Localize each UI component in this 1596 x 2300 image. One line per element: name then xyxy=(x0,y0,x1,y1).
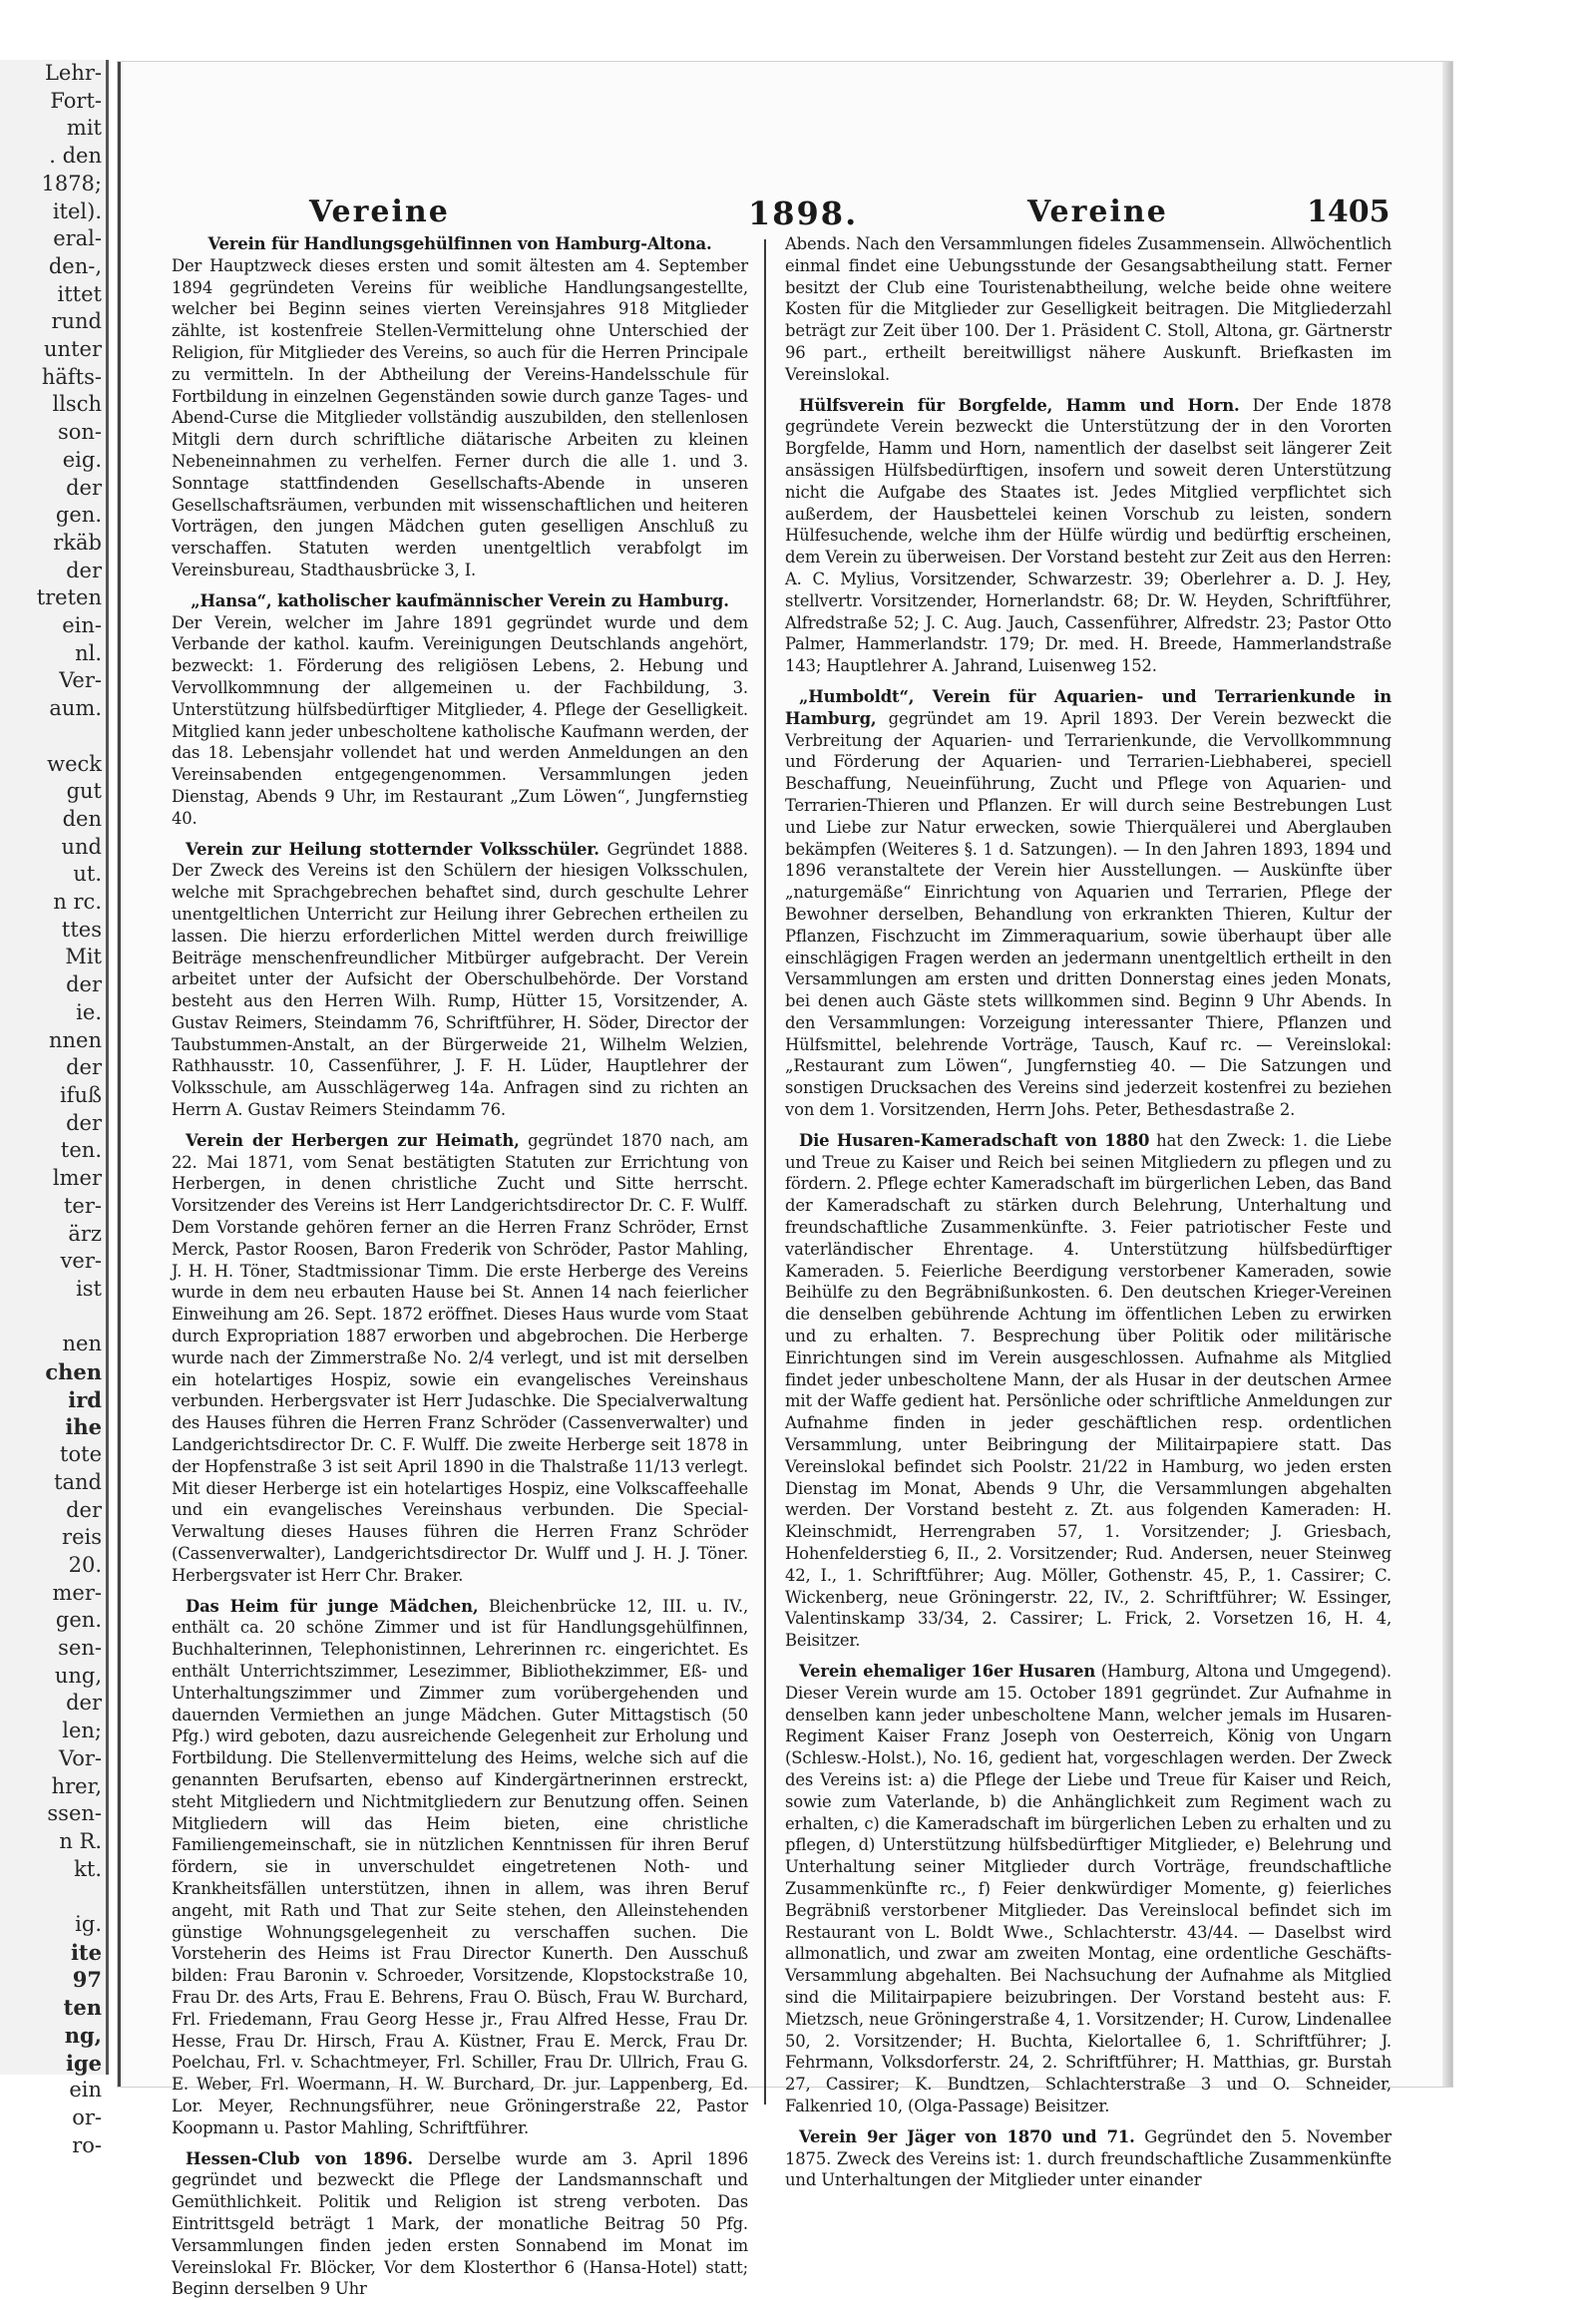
previous-page-fragment: Ver- xyxy=(59,668,102,693)
previous-page-fragment: ten xyxy=(63,1995,102,2021)
entry-title: Verein der Herbergen zur Heimath, xyxy=(186,1130,520,1150)
entry-text: Bleichenbrücke 12, III. u. IV., enthält ca. 20 schöne Zimmer und ist für Handlungsgehülfinnen, Buchhalterinnen, Telephonistinnen, Lehrerinnen rc. eingerichtet. Es enthält Unterrichtszimmer, Lesezimmer, Bibliothekzimmer, Eß- und Unterhaltungszimmer und Zimmer zum vorübergehenden und dauernden Vermiethen an junge Mädchen. Guter Mittagstisch (50 Pfg.) wird geboten, dazu ausreichende Gelegenheit zur Erholung und Fortbildung. Die Stellenvermittelung des Heims, welche sich auf die genannten Berufsarten, ebenso auf Kindergärtnerinnen erstreckt, steht Mitgliedern und Nichtmitgliedern zur Benutzung offen. Seinen Mitgliedern will das Heim bieten, eine christliche Familiengemeinschaft, sie in nützlichen Kenntnissen für ihren Beruf fördern, sie in unverschuldet eingetretenen Noth- und Krankheitsfällen unterstützen, ihnen in allem, was ihren Beruf angeht, mit Rath und That zur Seite stehen, den Alleinstehenden günstige Wohnungsgelegenheit zu verschaffen suchen. Die Vorsteherin des Heims ist Frau Director Kunerth. Den Ausschuß bilden: Frau Baronin v. Schroeder, Vorsitzende, Klopstockstraße 10, Frau Dr. des Arts, Frau E. Behrens, Frau O. Büsch, Frau W. Burchard, Frl. Friedemann, Frau Georg Hesse jr., Frau Alfred Hesse, Frau Dr. Hesse, Frau Dr. Hirsch, Frau A. Küstner, Frau E. Merck, Frau Dr. Poelchau, Frl. v. Schachtmeyer, Frl. Schiller, Frau Dr. Ullrich, Frau G. E. Weber, Frl. Woermann, H. W. Burchard, Dr. jur. Lappenberg, Ed. Lor. Meyer, Rechnungsführer, neue Gröningerstraße 22, Pastor Koopmann u. Pastor Mahling, Schriftführer. xyxy=(172,1596,749,2137)
previous-page-fragment: der xyxy=(66,475,102,500)
previous-page-fragment: itel). xyxy=(52,198,102,223)
previous-page-fragment: ssen- xyxy=(47,1801,102,1826)
fragment-gap xyxy=(0,1883,106,1911)
entry-text: Gegründet 1888. Der Zweck des Vereins ist den Schülern der hiesigen Volksschulen, welche mit Sprachgebrechen behaftet sind, durch geschulte Lehrer unentgeltlichen Unterricht zur Heilung ihrer Gebrechen ertheilen zu lassen. Die hierzu erforderlichen Mittel werden durch freiwillige Beiträge menschenfreundlicher Mitbürger aufgebracht. Der Verein arbeitet unter der Aufsicht der Oberschulbehörde. Der Vorstand besteht aus den Herren Wilh. Rump, Hütter 15, Vorsitzender, A. Gustav Reimers, Steindamm 76, Schriftführer, H. Söder, Director der Taubstummen-Anstalt, an der Bürgerweide 21, Wilhelm Welzien, Rathhausstr. 10, Cassenführer, J. F. H. Lüder, Hauptlehrer der Volksschule, am Ausschlägerweg 14a. Anfragen sind zu richten an Herrn A. Gustav Reimers Steindamm 76. xyxy=(172,839,748,1120)
entry-text: Gegründet den 5. November 1875. Zweck des Vereins ist: 1. durch freundschaftliche Zusammenkünfte und Unterhaltungen der Mitglieder unter einander xyxy=(785,2126,1392,2190)
previous-page-fragment: 1878; xyxy=(41,171,102,195)
previous-page-fragment: 20. xyxy=(68,1552,102,1577)
entry-humboldt xyxy=(785,686,1392,1121)
previous-page-fragment: der xyxy=(66,558,102,582)
previous-page-fragment: lmer xyxy=(52,1166,102,1191)
previous-page-fragment: ro- xyxy=(72,2132,102,2157)
entry-text: hat den Zweck: 1. die Liebe und Treue zu Kaiser und Reich bei seinen Mitgliedern zu pflegen und zu fördern. 2. Pflege echter Kameradschaft im bürgerlichen Leben, das Band der Kameradschaft zu stärken durch Belehrung, Unterhaltung und freundschaftliche Zusammenkünfte. 3. Feier patriotischer Feste und vaterländischer Ehrentage. 4. Unterstützung hülfsbedürftiger Kameraden. 5. Feierliche Beerdigung verstorbener Kameraden, sowie Beihülfe zu den Begräbnißunkosten. 6. Den deutschen Krieger-Vereinen die denselben gebührende Achtung im öffentlichen Leben zu erwirken und zu erhalten. 7. Besprechung über Politik oder militärische Einrichtungen sind im Verein ausgeschlossen. Aufnahme als Mitglied findet jeder unbescholtene Mann, der als Husar in der deutschen Armee mit der Waffe gedient hat. Persönliche oder schriftliche Anmeldungen zur Aufnahme finden in jeder geschäftlichen resp. ordentlichen Versammlung, unter Beibringung der Militairpapiere statt. Das Vereinslokal befindet sich Poolstr. 21/22 in Hamburg, wo jeden ersten Dienstag im Monat, Abends 9 Uhr, die Versammlungen abgehalten werden. Der Vorstand besteht z. Zt. aus folgenden Kameraden: H. Kleinschmidt, Herrengraben 57, 1. Vorsitzender; J. Griesbach, Hohenfelderstieg 6, II., 2. Vorsitzender; Rud. Andersen, neuer Steinweg 42, I., 1. Schriftführer; Aug. Möller, Gothenstr. 45, P., 1. Cassirer; C. Wickenberg, neue Gröningerstr. 22, IV., 2. Schriftführer; W. Essinger, Valentinskamp 33/34, 2. Cassirer; L. Frick, 2. Vorsetzen 16, H. 4, Beisitzer. xyxy=(785,1130,1393,1651)
previous-page-fragment: ite xyxy=(70,1939,102,1965)
entry-title: Verein 9er Jäger von 1870 und 71. xyxy=(799,2126,1135,2146)
previous-page-fragment: nen xyxy=(62,1332,102,1356)
previous-page-fragment: llsch xyxy=(52,392,102,417)
entry-title: Verein zur Heilung stotternder Volksschüler. xyxy=(186,839,599,859)
running-head-left: Vereine xyxy=(309,194,450,229)
entry-title: Verein ehemaliger 16er Husaren xyxy=(799,1662,1096,1681)
previous-page-fragment: ig. xyxy=(75,1912,102,1937)
previous-page-fragment: Vor- xyxy=(58,1745,102,1770)
entry-heim-fuer-junge-maedchen xyxy=(172,1596,748,2139)
previous-page-fragment: ist xyxy=(76,1276,102,1301)
entry-title: Hessen-Club von 1896. xyxy=(186,2148,413,2168)
previous-page-fragment: gen. xyxy=(55,1608,102,1633)
running-head-right: Vereine xyxy=(1027,194,1168,229)
fragment-gap xyxy=(0,723,106,751)
previous-page-fragment: ut. xyxy=(73,862,102,887)
previous-page-fragment: weck xyxy=(47,751,102,776)
previous-page-fragment: gut xyxy=(66,779,102,804)
column-divider xyxy=(764,239,766,2105)
previous-page-fragment: treten xyxy=(36,585,102,610)
entry-text: Derselbe wurde am 3. April 1896 gegründet und bezweckt die Pflege der Landsmannschaft und Gemüthlichkeit. Politik und Religion ist streng verboten. Das Eintrittsgeld beträgt 1 Mark, der monatliche Beitrag 50 Pfg. Versammlungen finden jeden ersten Sonnabend im Monat im Vereinslokal Fr. Blöcker, Vor dem Klosterthor 6 (Hansa-Hotel) statt; Beginn derselben 9 Uhr xyxy=(172,2148,748,2299)
previous-page-fragment: chen xyxy=(45,1359,102,1385)
previous-page-fragment: rkäb xyxy=(53,530,102,555)
previous-page-fragment: den-, xyxy=(48,253,102,278)
previous-page-fragment: len; xyxy=(62,1719,102,1743)
entry-handlungsgehuelfinnen xyxy=(172,233,748,581)
previous-page-fragment: ihe xyxy=(65,1414,102,1440)
previous-page-fragment: und xyxy=(61,834,102,859)
running-head-year: 1898. xyxy=(748,194,859,232)
previous-page-fragment: ttes xyxy=(61,917,102,942)
previous-page-fragment: ter- xyxy=(63,1193,102,1218)
previous-page-fragment: or- xyxy=(72,2105,102,2129)
entry-text: Abends. Nach den Versammlungen fideles Zusammensein. Allwöchentlich einmal findet eine Uebungsstunde der Gesangsabtheilung statt. Ferner besitzt der Club eine Touristenabtheilung, welche beide ohne weitere Kosten für die Mitglieder zur Geselligkeit beitragen. Die Mitgliederzahl beträgt zur Zeit über 100. Der 1. Präsident C. Stoll, Altona, gr. Gärtnerstr 96 part., ertheilt bereitwilligst nähere Auskunft. Briefkasten im Vereinslokal. xyxy=(785,234,1392,384)
entry-text: Der Verein, welcher im Jahre 1891 gegründet wurde und dem Verbande der kathol. kaufm. Vereinigungen Deutschlands angehört, bezweckt: 1. Förderung des religiösen Lebens, 2. Hebung und Vervollkommnung der allgemeinen u. der Fachbildung, 3. Unterstützung hülfsbedürftiger Mitglieder, 4. Pflege der Geselligkeit. Mitglied kann jeder unbescholtene katholische Kaufmann werden, der das 18. Lebensjahr vollendet hat und werden Anmeldungen an den Vereinsabenden entgegengenommen. Versammlungen jeden Dienstag, Abends 9 Uhr, im Restaurant „Zum Löwen“, Jungfernstieg 40. xyxy=(172,612,748,828)
entry-huelfsverein-borgfelde xyxy=(785,395,1392,677)
entry-hessen-club-continued xyxy=(785,233,1392,386)
previous-page-fragment: tote xyxy=(60,1442,102,1467)
previous-page-fragment: eig. xyxy=(62,447,102,472)
previous-page-edge xyxy=(0,60,109,2157)
previous-page-fragment: ung, xyxy=(54,1663,102,1688)
previous-page-fragment: reis xyxy=(62,1525,102,1550)
previous-page-fragment: hrer, xyxy=(51,1773,102,1798)
previous-page-fragment: mer- xyxy=(52,1580,102,1605)
entry-text: gegründet 1870 nach, am 22. Mai 1871, vom Senat bestätigten Statuten zur Errichtung von Herbergen, in denen christliche Zucht und Sitte herrscht. Vorsitzender des Vereins ist Herr Landgerichtsdirector Dr. C. F. Wulff. Dem Vorstande gehören ferner an die Herren Franz Schröder, Ernst Merck, Pastor Roosen, Baron Frederik von Schröder, Pastor Mahling, J. H. H. Töner, Stadtmissionar Timm. Die erste Herberge des Vereins wurde in dem neu erbauten Hause bei St. Annen 14 nach feierlicher Einweihung am 26. Sept. 1872 eröffnet. Dieses Haus wurde vom Staat durch Expropriation 1887 erworben und abgebrochen. Die Herberge wurde nach der Zimmerstraße No. 2/4 verlegt, und ist mit derselben ein hotelartiges Hospiz, sowie ein evangelisches Vereinshaus verbunden. Herbergsvater ist Herr Judaschke. Die Specialverwaltung des Hauses führen die Herren Franz Schröder (Cassenverwalter) und Landgerichtsdirector Dr. C. F. Wulff. Die zweite Herberge seit 1878 in der Hopfenstraße 3 ist seit April 1890 in die Thalstraße 11/13 verlegt. Mit dieser Herberge ist ein hotelartiges Hospiz, eine Volkscaffeehalle und ein evangelisches Vereinshaus verbunden. Die Special-Verwaltung dieses Hauses führen die Herren Franz Schröder (Cassenverwalter), Landgerichtsdirector Dr. Wulff und J. H. J. Töner. Herbergsvater ist Herr Chr. Braker. xyxy=(172,1130,748,1585)
previous-page-fragment: . den xyxy=(49,144,102,169)
previous-page-fragment: der xyxy=(66,1497,102,1522)
entry-title: Hülfsverein für Borgfelde, Hamm und Horn. xyxy=(799,395,1240,415)
previous-page-fragment: unter xyxy=(44,337,102,362)
previous-page-fragment: mit xyxy=(66,116,102,141)
previous-page-fragment: ein xyxy=(69,2078,102,2103)
previous-page-fragment: eral- xyxy=(53,226,102,251)
previous-page-fragment: ver- xyxy=(60,1249,102,1274)
previous-page-fragment: ige xyxy=(65,2050,102,2076)
entry-title: Die Husaren-Kameradschaft von 1880 xyxy=(799,1130,1150,1150)
previous-page-fragment: aum. xyxy=(49,696,102,721)
previous-page-fragment: ie. xyxy=(76,999,102,1024)
previous-page-fragment: den xyxy=(62,806,102,831)
previous-page-fragment: ittet xyxy=(57,281,102,306)
page-edge-shadow xyxy=(1442,62,1452,2087)
right-column xyxy=(785,233,1393,2190)
previous-page-fragment: Lehr- xyxy=(44,61,102,85)
previous-page-fragment: der xyxy=(66,1110,102,1135)
previous-page-fragment: der xyxy=(66,1691,102,1716)
running-head xyxy=(309,194,1391,234)
previous-page-fragment: ng, xyxy=(64,2022,102,2048)
previous-page-fragment: gen. xyxy=(55,503,102,528)
entry-stotternde-volksschueler xyxy=(172,839,748,1121)
fragment-gap xyxy=(0,1304,106,1332)
left-column xyxy=(172,233,749,2299)
previous-page-fragment: Fort- xyxy=(50,88,102,113)
previous-page-fragment: nl. xyxy=(75,640,102,665)
previous-page-fragment: sen- xyxy=(58,1636,102,1661)
previous-page-fragment: ein- xyxy=(62,613,102,638)
previous-page-fragment: tand xyxy=(54,1469,102,1494)
entry-hansa xyxy=(172,590,748,830)
entry-title: Verein für Handlungsgehülfinnen von Hamburg-Altona. xyxy=(207,234,712,253)
previous-page-fragment: häfts- xyxy=(41,364,102,389)
previous-page-fragment: der xyxy=(66,972,102,997)
previous-page-fragment: son- xyxy=(57,420,102,445)
previous-page-fragment: ten. xyxy=(60,1138,102,1163)
previous-page-fragment: ird xyxy=(68,1386,102,1412)
previous-page-fragment: ifuß xyxy=(59,1083,102,1107)
previous-page-fragment: rund xyxy=(51,309,102,334)
entry-title: „Hansa“, katholischer kaufmännischer Verein zu Hamburg. xyxy=(191,590,729,610)
entry-husaren-kameradschaft xyxy=(785,1130,1392,1652)
entry-text: Der Hauptzweck dieses ersten und somit ältesten am 4. September 1894 gegründeten Vereins für weibliche Handlungsangestellte, welcher bei Beginn seines vierten Vereinsjahres 918 Mitglieder zählte, ist kostenfreie Stellen-Vermittelung ohne Unterschied der Religion, für Mitglieder des Vereins, so auch für die Herren Principale zu vermitteln. In der Abtheilung der Vereins-Handelsschule für Fortbildung in einzelnen Gegenständen sowie durch ganze Tages- und Abend-Curse die Mitglieder vollständig auszubilden, den stellenlosen Mitgli dern durch schriftliche diätarische Arbeiten zu kleinen Nebeneinnahmen zu verhelfen. Ferner durch die alle 1. und 3. Sonntage stattfindenden Gesellschafts-Abende in unseren Gesellschaftsräumen, verbunden mit wissenschaftlichen und heiteren Vorträgen, den jungen Mädchen guten geselligen Anschluß zu verschaffen. Statuten werden unentgeltlich verabfolgt im Vereinsbureau, Stadthausbrücke 3, I. xyxy=(172,255,748,579)
previous-page-fragment: n R. xyxy=(59,1828,102,1853)
previous-page-fragment: der xyxy=(66,1055,102,1080)
entry-text: Der Ende 1878 gegründete Verein bezweckt die Unterstützung der in den Vororten Borgfelde, Hamm und Horn, namentlich der daselbst seit längerer Zeit ansässigen Hülfsbedürftigen, insofern und soweit deren Unterstützung nicht die Aufgabe des Staates ist. Jedes Mitglied verpflichtet sich außerdem, der Hausbettelei keinen Vorschub zu leisten, sondern Hülfesuchende, welche ihm der Hülfe würdig und bedürftig erscheinen, dem Verein zu überweisen. Der Vorstand besteht zur Zeit aus den Herren: A. C. Mylius, Vorsitzender, Schwarzestr. 39; Oberlehrer a. D. J. Hey, stellvertr. Vorsitzender, Hornerlandstr. 68; Dr. W. Heyden, Schriftführer, Alfredstraße 52; J. C. Aug. Jauch, Cassenführer, Alfredstr. 23; Pastor Otto Palmer, Hammerlandstr. 179; Dr. med. H. Breede, Hammerlandstraße 143; Hauptlehrer A. Jahrand, Luisenweg 152. xyxy=(785,395,1393,676)
entry-herbergen-zur-heimath xyxy=(172,1130,748,1587)
entry-16er-husaren xyxy=(785,1661,1392,2117)
previous-page-fragment: n rc. xyxy=(53,890,102,915)
entry-text: gegründet am 19. April 1893. Der Verein bezweckt die Verbreitung der Aquarien- und Terrarienkunde, die Vervollkommnung und Förderung der Aquarien- und Terrarien-Liebhaberei, speciell Beschaffung, Neueinführung, Zucht und Pflege von Aquarien- und Terrarien-Thieren und Pflanzen. Er will durch seine Bestrebungen Lust und Liebe zur Natur erwecken, sowie Thierquälerei und Aberglauben bekämpfen (Weiteres §. 1 d. Satzungen). — In den Jahren 1893, 1894 und 1896 veranstaltete der Verein hier Ausstellungen. — Auskünfte über „naturgemäße“ Einrichtung von Aquarien und Terrarien, Pflege der Bewohner derselben, Behandlung von erkrankten Thieren, Kultur der Pflanzen, Fischzucht im Zimmeraquarium, sowie überhaupt über alle einschlägigen Fragen werden an jedermann unentgeltlich ertheilt in den Versammlungen am ersten und dritten Donnerstag eines jeden Monats, bei denen auch Gäste stets willkommen sind. Beginn 9 Uhr Abends. In den Versammlungen: Vorzeigung interessanter Thiere, Pflanzen und Hülfsmittel, belehrende Vorträge, Tausch, Kauf rc. — Vereinslokal: „Restaurant zum Löwen“, Jungfernstieg 40. — Die Satzungen und sonstigen Drucksachen des Vereins sind jederzeit kostenfrei zu beziehen von dem 1. Vorsitzenden, Herrn Johs. Peter, Bethesdastraße 2. xyxy=(785,708,1392,1120)
entry-9er-jaeger xyxy=(785,2126,1392,2191)
entry-text: (Hamburg, Altona und Umgegend). Dieser Verein wurde am 15. October 1891 gegründet. Zur Aufnahme in denselben kann jeder unbescholtene Mann, welcher jemals im Husaren-Regiment Kaiser Franz Joseph von Oesterreich, König von Ungarn (Schlesw.-Holst.), No. 16, gedient hat, vorgeschlagen werden. Der Zweck des Vereins ist: a) die Pflege der Liebe und Treue für Kaiser und Reich, sowie zum Vaterlande, b) die Anhänglichkeit zum Regiment wach zu erhalten, c) die Kameradschaft im bürgerlichen Leben zu erhalten und zu pflegen, d) Unterstützung hülfsbedürftiger Mitglieder, e) Belehrung und Unterhaltung seiner Mitglieder durch Vorträge, freundschaftliche Zusammenkünfte rc., f) Feier denkwürdiger Momente, g) feierliches Begräbniß verstorbener Mitglieder. Das Vereinslocal befindet sich im Restaurant von L. Boldt Wwe., Schlachterstr. 43/44. — Daselbst wird allmonatlich, und zwar am zweiten Montag, eine ordentliche Geschäfts-Versammlung abgehalten. Bei Nachsuchung der Aufnahme als Mitglied sind die Militairpapiere beizubringen. Der Vorstand besteht aus: F. Mietzsch, neue Gröningerstraße 4, 1. Vorsitzender; H. Curow, Lindenallee 50, 2. Vorsitzender; H. Buchta, Kielortallee 6, 1. Schriftführer; J. Fehrmann, Volksdorferstr. 24, 2. Schriftführer; H. Matthias, gr. Burstah 27, Cassirer; K. Bundtzen, Schlachterstraße 3 und O. Schneider, Falkenried 10, (Olga-Passage) Beisitzer. xyxy=(785,1662,1392,2115)
previous-page-fragment: Mit xyxy=(65,945,102,969)
entry-hessen-club xyxy=(172,2148,748,2300)
entry-title: Das Heim für junge Mädchen, xyxy=(186,1596,479,1616)
page-number: 1405 xyxy=(1307,194,1391,229)
previous-page-fragment: 97 xyxy=(72,1967,102,1993)
previous-page-fragment: kt. xyxy=(74,1856,102,1881)
previous-page-fragment: ärz xyxy=(68,1221,102,1246)
previous-page-fragment: nnen xyxy=(48,1027,102,1052)
entry-title: „Humboldt“, Verein für Aquarien- und Terrarienkunde in Hamburg, xyxy=(785,686,1392,728)
